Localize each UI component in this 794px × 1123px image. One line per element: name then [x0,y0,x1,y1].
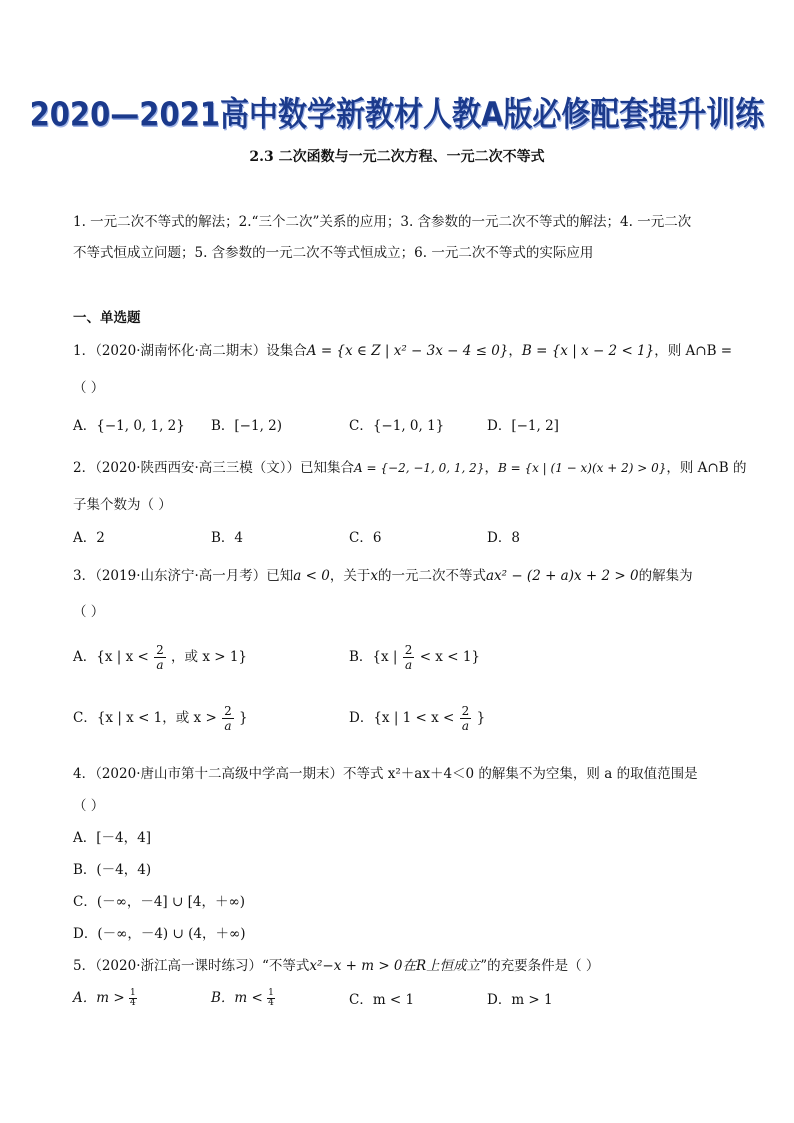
q1-stem-a: 1．（2020·湖南怀化·高二期末）设集合 [73,343,307,359]
q2-stem-b: ，则 A∩B 的 [666,460,747,476]
page-subtitle: 2.3 二次函数与一元二次方程、一元二次不等式 [249,149,545,165]
q4-option-a: A．[－4，4] [73,830,151,846]
q3-opt-a-post: ，或 x > 1} [171,649,248,665]
q5-option-c: C．m < 1 [349,992,415,1008]
q1-paren: （ ） [73,380,105,396]
q1-sep: ， [508,343,522,359]
fraction [460,705,472,732]
q3-cond: a < 0 [293,568,330,584]
q3-paren: （ ） [73,604,105,620]
question-2-stem [73,456,746,476]
fraction-den: 4 [129,998,136,1008]
q1-stem-b: ，则 A∩B = [654,343,733,359]
q5-stem-a: 5．（2020·浙江高一课时练习）“不等式 [73,958,310,974]
fraction-den: a [461,719,470,733]
q3-stem-b: ，关于 [329,568,371,584]
q3-option-c [73,705,248,732]
question-5-stem [73,954,599,974]
q2-sep: ， [484,460,498,476]
question-1-stem [73,339,732,359]
q2-set-a: A = {−2, −1, 0, 1, 2} [354,461,485,475]
q2-option-d: D．8 [487,530,520,546]
q5-opt-a-pre: A．m > [73,990,125,1006]
q1-option-b: B．[−1, 2) [211,418,283,434]
fraction [403,644,415,671]
fraction [129,989,137,1008]
q5-ineq: x²−x + m > 0在R上恒成立 [309,958,481,974]
q2-option-a: A．2 [73,530,105,546]
q3-stem-c: 的一元二次不等式 [377,568,486,584]
fraction [267,989,275,1008]
q1-set-a: A = {x ∈ Z | x² − 3x − 4 ≤ 0} [306,343,509,359]
fraction [222,705,234,732]
q3-opt-b-post: < x < 1} [419,649,480,665]
q3-opt-b-pre: B．{x | [349,649,398,665]
q3-opt-c-pre: C．{x | x < 1，或 x > [73,710,217,726]
page-title: 2020—2021高中数学新教材人教A版必修配套提升训练 [29,94,765,134]
q2-line-2: 子集个数为（ ） [73,497,172,513]
section-heading: 一、单选题 [73,310,141,326]
q2-option-b: B．4 [211,530,244,546]
fraction-den: 4 [268,998,274,1008]
fraction-num: 2 [461,704,470,718]
q3-var: x [370,568,378,584]
q4-paren: （ ） [73,798,105,814]
q3-opt-d-pre: D．{x | 1 < x < [349,710,455,726]
q3-option-d [349,705,485,732]
fraction-num: 2 [404,643,413,657]
q3-ineq: ax² − (2 + a)x + 2 > 0 [485,568,639,584]
q3-stem-d: 的解集为 [638,568,693,584]
q3-option-a [73,644,247,671]
q4-option-d: D．(－∞，－4) ∪ (4，＋∞) [73,926,246,942]
q4-option-b: B．(－4，4) [73,862,152,878]
question-4-stem: 4．（2020·唐山市第十二高级中学高一期末）不等式 x²＋ax＋4＜0 的解集不为空集，则 a 的取值范围是 [73,766,698,782]
intro-line-1: 1. 一元二次不等式的解法；2.“三个二次”关系的应用；3. 含参数的一元二次不等式的解法；4. 一元二次 [73,214,692,230]
fraction-num: 1 [129,988,136,998]
q4-option-c: C．(－∞，－4] ∪ [4，＋∞) [73,894,245,910]
q1-set-b: B = {x | x − 2 < 1} [521,343,655,359]
q5-stem-b: ”的充要条件是（ ） [480,958,600,974]
q2-stem-a: 2．（2020·陕西西安·高三三模（文））已知集合 [73,460,355,476]
q3-opt-a-pre: A．{x | x < [73,649,149,665]
intro-line-2: 不等式恒成立问题；5. 含参数的一元二次不等式恒成立；6. 一元二次不等式的实际应用 [73,245,594,261]
q5-opt-b-pre: B．m < [211,990,263,1006]
q2-set-b: B = {x | (1 − x)(x + 2) > 0} [497,461,667,475]
fraction-num: 1 [268,988,274,998]
fraction-num: 2 [224,704,232,718]
fraction-den: a [156,658,164,672]
q2-option-c: C．6 [349,530,382,546]
question-3-stem [73,564,693,584]
fraction-den: a [405,658,413,672]
q3-opt-c-post: } [239,710,248,726]
fraction [154,644,166,671]
q1-option-d: D．[−1, 2] [487,418,559,434]
fraction-num: 2 [156,643,164,657]
fraction-den: a [224,719,232,733]
q3-stem-a: 3．（2019·山东济宁·高一月考）已知 [73,568,294,584]
q3-option-b [349,644,480,671]
q5-option-a [73,986,137,1008]
q1-option-a: A．{−1, 0, 1, 2} [73,418,185,434]
q5-option-d: D．m > 1 [487,992,553,1008]
q5-option-b [211,986,275,1008]
q1-option-c: C．{−1, 0, 1} [349,418,445,434]
q3-opt-d-post: } [476,710,486,726]
